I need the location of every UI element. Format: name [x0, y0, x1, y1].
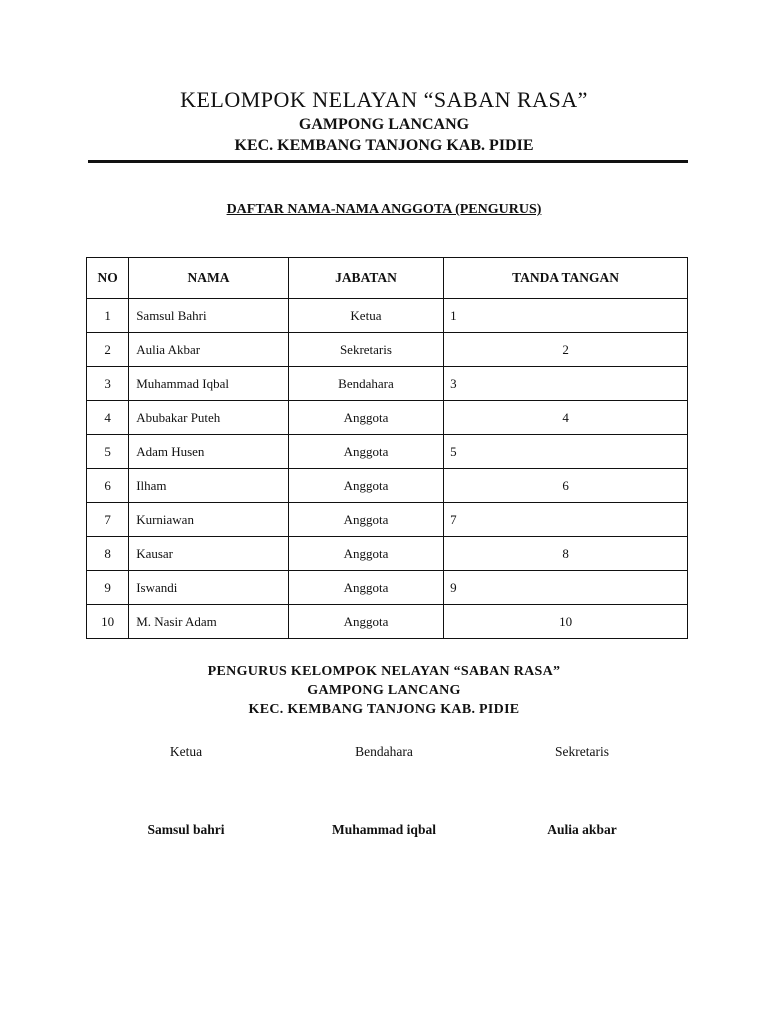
closing-village: GAMPONG LANCANG	[307, 683, 461, 698]
row-no: 3	[87, 367, 129, 401]
row-jabatan: Anggota	[288, 537, 443, 571]
role-bendahara: Bendahara	[355, 744, 413, 759]
closing-district: KEC. KEMBANG TANJONG KAB. PIDIE	[248, 702, 520, 717]
list-title: DAFTAR NAMA-NAMA ANGGOTA (PENGURUS)	[226, 202, 542, 217]
header-nama: NAMA	[129, 258, 289, 299]
row-nama: M. Nasir Adam	[129, 605, 289, 639]
table-row	[87, 435, 688, 469]
row-no: 2	[87, 333, 129, 367]
row-signature: 8	[444, 537, 688, 571]
row-no: 5	[87, 435, 129, 469]
role-sekretaris: Sekretaris	[555, 744, 609, 759]
row-no: 6	[87, 469, 129, 503]
members-table	[86, 257, 688, 639]
row-no: 1	[87, 299, 129, 333]
row-no: 7	[87, 503, 129, 537]
row-no: 10	[87, 605, 129, 639]
name-sekretaris: Aulia akbar	[547, 822, 617, 837]
table-header-row	[87, 258, 688, 299]
header-jabatan: JABATAN	[288, 258, 443, 299]
table-row	[87, 571, 688, 605]
row-signature: 7	[444, 503, 688, 537]
row-jabatan: Anggota	[288, 469, 443, 503]
row-signature: 10	[444, 605, 688, 639]
table-row	[87, 333, 688, 367]
row-signature: 6	[444, 469, 688, 503]
row-jabatan: Anggota	[288, 503, 443, 537]
row-jabatan: Ketua	[288, 299, 443, 333]
row-jabatan: Anggota	[288, 605, 443, 639]
row-signature: 3	[444, 367, 688, 401]
table-row	[87, 469, 688, 503]
village-name: GAMPONG LANCANG	[298, 116, 470, 133]
row-signature: 5	[444, 435, 688, 469]
row-jabatan: Sekretaris	[288, 333, 443, 367]
row-nama: Ilham	[129, 469, 289, 503]
row-nama: Kausar	[129, 537, 289, 571]
row-no: 9	[87, 571, 129, 605]
row-nama: Adam Husen	[129, 435, 289, 469]
header-no: NO	[87, 258, 129, 299]
row-jabatan: Bendahara	[288, 367, 443, 401]
letterhead	[0, 86, 768, 156]
row-signature: 4	[444, 401, 688, 435]
row-nama: Abubakar Puteh	[129, 401, 289, 435]
name-ketua: Samsul bahri	[147, 822, 225, 837]
row-nama: Samsul Bahri	[129, 299, 289, 333]
table-row	[87, 299, 688, 333]
role-ketua: Ketua	[169, 744, 203, 759]
row-signature: 1	[444, 299, 688, 333]
row-nama: Kurniawan	[129, 503, 289, 537]
table-row	[87, 503, 688, 537]
district-name: KEC. KEMBANG TANJONG KAB. PIDIE	[234, 137, 534, 154]
row-nama: Aulia Akbar	[129, 333, 289, 367]
header-tanda-tangan: TANDA TANGAN	[444, 258, 688, 299]
letterhead-divider	[88, 160, 688, 163]
name-bendahara: Muhammad iqbal	[332, 822, 436, 837]
row-nama: Iswandi	[129, 571, 289, 605]
row-jabatan: Anggota	[288, 571, 443, 605]
row-nama: Muhammad Iqbal	[129, 367, 289, 401]
row-jabatan: Anggota	[288, 401, 443, 435]
row-jabatan: Anggota	[288, 435, 443, 469]
table-row	[87, 401, 688, 435]
row-no: 8	[87, 537, 129, 571]
row-no: 4	[87, 401, 129, 435]
table-row	[87, 537, 688, 571]
closing-heading	[0, 662, 768, 719]
table-row	[87, 367, 688, 401]
row-signature: 2	[444, 333, 688, 367]
signatory-names	[0, 822, 768, 842]
signatory-roles	[0, 744, 768, 764]
closing-org: PENGURUS KELOMPOK NELAYAN “SABAN RASA”	[207, 664, 561, 679]
organization-title: KELOMPOK NELAYAN “SABAN RASA”	[180, 87, 588, 112]
table-row	[87, 605, 688, 639]
row-signature: 9	[444, 571, 688, 605]
